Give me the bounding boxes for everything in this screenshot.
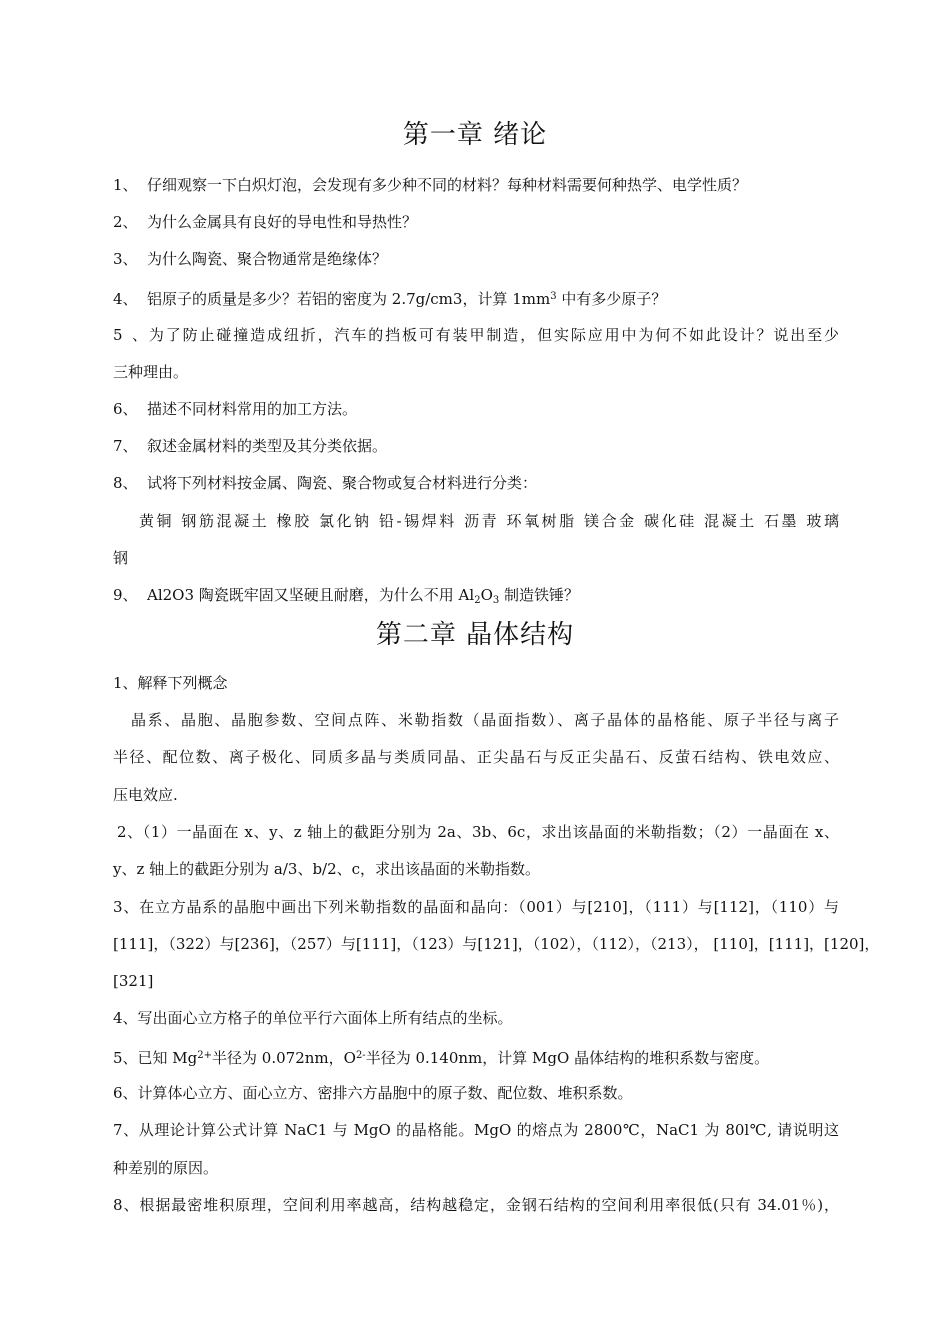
ch2-question-7-cont: 种差别的原因。 [113, 1159, 219, 1177]
ch1-question-1: 1、 仔细观察一下白炽灯泡，会发现有多少种不同的材料？每种材料需要何种热学、电学性质？ [113, 176, 748, 194]
ch1-question-7: 7、 叙述金属材料的类型及其分类依据。 [113, 437, 388, 455]
ch2-concepts-line-2: 半径、配位数、离子极化、同质多晶与类质同晶、正尖晶石与反正尖晶石、反萤石结构、铁电效应、 [113, 748, 839, 766]
ch2-question-6: 6、计算体心立方、面心立方、密排六方晶胞中的原子数、配位数、堆积系数。 [113, 1084, 633, 1102]
chapter1-title: 第一章 绪论 [402, 120, 548, 150]
ch2-question-3-cont: [111]，（322）与[236]，（257）与[111]，（123）与[121]，（102），（112），（213）， [110]，[111]，[120]， [113, 935, 880, 953]
ch2-concepts-line-3: 压电效应. [113, 786, 178, 804]
ch1-question-5-cont: 三种理由。 [113, 363, 189, 381]
ch2-concepts-line-1: 晶系、晶胞、晶胞参数、空间点阵、米勒指数（晶面指数）、离子晶体的晶格能、原子半径与离子 [131, 711, 839, 729]
ch1-question-6: 6、 描述不同材料常用的加工方法。 [113, 400, 358, 418]
ch1-materials-list: 黄铜 钢筋混凝土 橡胶 氯化钠 铅-锡焊料 沥青 环氧树脂 镁合金 碳化硅 混凝土 石墨 玻璃 [139, 512, 839, 530]
ch2-question-3-end: [321] [113, 972, 154, 990]
ch1-question-9: 9、 Al2O3 陶瓷既牢固又坚硬且耐磨，为什么不用 $Al_2O_3$ 制造铁锤？ [113, 586, 580, 606]
ch2-question-3: 3、在立方晶系的晶胞中画出下列米勒指数的晶面和晶向：（001）与[210]，（111）与[112]，（110）与 [113, 898, 839, 916]
ch1-question-3: 3、 为什么陶瓷、聚合物通常是绝缘体？ [113, 250, 388, 268]
ch2-question-1: 1、解释下列概念 [113, 674, 228, 692]
ch1-question-2: 2、 为什么金属具有良好的导电性和导热性？ [113, 213, 418, 231]
ch1-question-5: 5、为了防止碰撞造成纽折，汽车的挡板可有装甲制造，但实际应用中为何不如此设计？说出至少 [113, 326, 839, 344]
ch1-question-4: 4、 铝原子的质量是多少？若铝的密度为 2.7g/cm3，计算 $1mm^3$ 中有多少原子？ [113, 290, 667, 308]
ch2-question-2: 2、（1）一晶面在 x、y、z 轴上的截距分别为 2a、3b、6c，求出该晶面的米勒指数；（2）一晶面在 x、 [117, 823, 839, 841]
ch2-question-2-cont: y、z 轴上的截距分别为 a/3、b/2、c，求出该晶面的米勒指数。 [113, 860, 541, 878]
ch2-question-8: 8、根据最密堆积原理，空间利用率越高，结构越稳定，金钢石结构的空间利用率很低(只有 34.01％)， [113, 1196, 839, 1214]
ch1-question-8: 8、 试将下列材料按金属、陶瓷、聚合物或复合材料进行分类： [113, 474, 538, 492]
ch2-question-7: 7、从理论计算公式计算 NaC1 与 MgO 的晶格能。MgO 的熔点为 2800℃，NaC1 为 80l℃, 请说明这 [113, 1121, 839, 1139]
ch1-materials-list-cont: 钢 [113, 549, 129, 567]
chapter2-title: 第二章 晶体结构 [375, 620, 575, 650]
ch2-question-5: 5、已知 $Mg^{2+}$半径为 0.072nm，$O^{2-}$半径为 0.140nm，计算 MgO 晶体结构的堆积系数与密度。 [113, 1049, 770, 1067]
ch2-question-4: 4、写出面心立方格子的单位平行六面体上所有结点的坐标。 [113, 1009, 513, 1027]
